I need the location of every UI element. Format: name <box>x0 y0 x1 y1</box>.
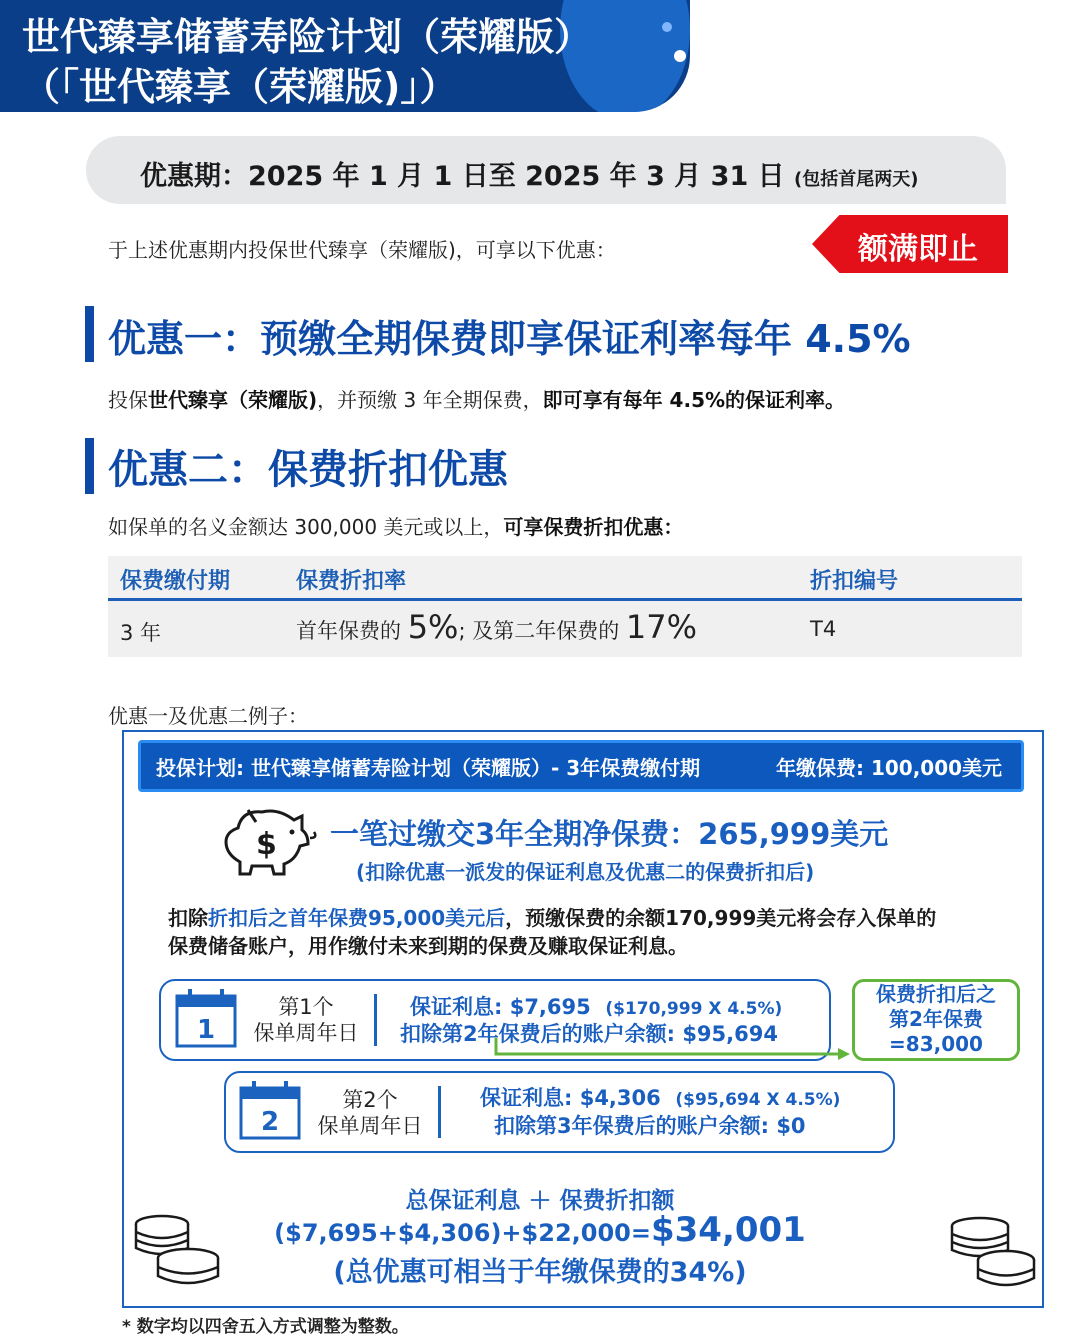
discount-line2: 第2年保费 <box>889 1007 983 1031</box>
offer1-desc-c: ，并预缴 3 年全期保费， <box>317 388 543 412</box>
col-header-code: 折扣编号 <box>810 569 899 594</box>
page-title-line1: 世代臻享储蓄寿险计划（荣耀版） <box>22 15 593 59</box>
total-value: $34,001 <box>650 1210 806 1250</box>
annual-premium: 年缴保费: 100,000美元 <box>776 756 1003 780</box>
coins-icon <box>946 1216 1038 1292</box>
year1-label2: 保单周年日 <box>253 1021 359 1045</box>
year1-interest-value: 保证利息: $7,695 <box>410 995 591 1019</box>
offer1-desc-d: 即可享有每年 4.5%的保证利率。 <box>542 388 846 412</box>
divider <box>438 1086 441 1138</box>
limited-quota-label: 额满即止 <box>858 232 978 267</box>
year1-label <box>248 994 364 1046</box>
rate-value-second: 17% <box>625 608 698 646</box>
net-premium-note: (扣除优惠一派发的保证利息及优惠二的保费折扣后) <box>356 860 815 884</box>
deduct-text <box>168 904 936 960</box>
col-header-period: 保费缴付期 <box>120 569 231 594</box>
header-dot <box>662 22 672 32</box>
arrow-icon <box>490 1036 856 1060</box>
year2-label <box>312 1087 428 1139</box>
piggy-bank-icon <box>218 804 318 880</box>
cell-rate <box>296 608 697 646</box>
year2-interest-calc: ($95,694 X 4.5%) <box>675 1090 841 1110</box>
intro-text: 于上述优惠期内投保世代臻享（荣耀版)，可享以下优惠： <box>108 238 616 262</box>
coins-icon <box>132 1214 224 1290</box>
year1-interest-calc: ($170,999 X 4.5%) <box>605 999 783 1019</box>
header-dot <box>674 50 686 62</box>
discount-line1: 保费折扣后之 <box>876 982 996 1006</box>
cell-period: 3 年 <box>120 621 162 645</box>
deduct-a: 扣除 <box>168 906 208 930</box>
year1-balance: 扣除第2年保费后的账户余额: $95,694 <box>400 1022 778 1046</box>
offer1-title: 优惠一：预缴全期保费即享保证利率每年 4.5% <box>108 317 911 361</box>
offer1-desc-a: 投保 <box>108 388 148 412</box>
calendar-number: 1 <box>196 1015 216 1045</box>
offer2-desc-b: 可享保费折扣优惠： <box>503 515 684 539</box>
calendar-number: 2 <box>260 1107 280 1137</box>
offer1-description <box>108 384 845 413</box>
deduct-b: 折扣后之首年保费95,000美元后 <box>208 906 506 930</box>
divider <box>374 994 377 1046</box>
page-title-line2: （「世代臻享（荣耀版)」） <box>22 65 458 109</box>
plan-name: 投保计划: 世代臻享储蓄寿险计划（荣耀版）- 3年保费缴付期 <box>156 756 701 780</box>
cell-code: T4 <box>810 617 837 641</box>
rate-text-a: 首年保费的 <box>296 619 408 643</box>
calendar-icon <box>174 986 238 1050</box>
total-note: (总优惠可相当于年缴保费的34%) <box>333 1257 747 1288</box>
col-header-rate: 保费折扣率 <box>296 569 407 594</box>
deduct-c: ，预缴保费的余额170,999美元将会存入保单的 <box>505 906 937 930</box>
net-premium: 一笔过缴交3年全期净保费：265,999美元 <box>330 817 889 851</box>
year2-interest-value: 保证利息: $4,306 <box>480 1086 661 1110</box>
offer1-desc-b: 世代臻享（荣耀版) <box>148 388 318 412</box>
calendar-icon <box>238 1078 302 1142</box>
discounted-premium-text <box>852 982 1020 1057</box>
offer-period-label: 优惠期：2025 年 1 月 1 日至 2025 年 3 月 31 日 <box>140 161 785 192</box>
total-formula-text: ($7,695+$4,306)+$22,000= <box>274 1219 651 1247</box>
year1-label1: 第1个 <box>278 995 334 1019</box>
rate-text-c: ; 及第二年保费的 <box>458 619 626 643</box>
year2-balance: 扣除第3年保费后的账户余额: $0 <box>494 1114 806 1138</box>
footnote: * 数字均以四舍五入方式调整为整数。 <box>122 1317 409 1337</box>
section-marker <box>85 438 94 494</box>
offer2-desc-a: 如保单的名义金额达 300,000 美元或以上， <box>108 515 504 539</box>
discount-line3: =83,000 <box>889 1032 983 1056</box>
offer2-title: 优惠二：保费折扣优惠 <box>108 447 508 493</box>
offer2-description <box>108 511 683 540</box>
offer-period <box>140 154 918 193</box>
section-marker <box>85 306 94 362</box>
svg-text:$: $ <box>256 827 277 862</box>
header-banner <box>0 0 690 112</box>
year2-interest <box>480 1082 840 1112</box>
year2-label1: 第2个 <box>342 1088 398 1112</box>
rate-value-first: 5% <box>407 608 459 646</box>
deduct-line2: 保费储备账户，用作缴付未来到期的保费及赚取保证利息。 <box>168 934 688 958</box>
example-label: 优惠一及优惠二例子： <box>108 704 308 728</box>
offer-period-note: (包括首尾两天) <box>794 169 919 190</box>
total-title: 总保证利息 ＋ 保费折扣额 <box>405 1188 675 1214</box>
year2-label2: 保单周年日 <box>317 1114 423 1138</box>
year1-interest <box>410 991 782 1021</box>
